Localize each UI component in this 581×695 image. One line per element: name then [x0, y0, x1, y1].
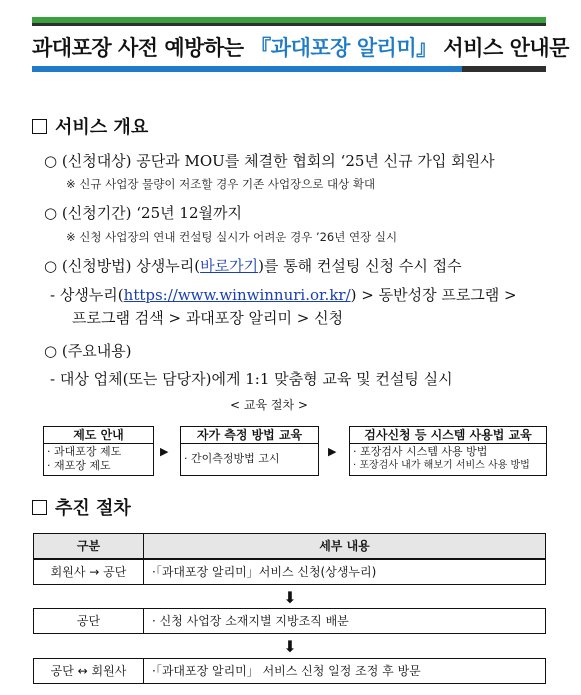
flow-step-measure — [180, 426, 319, 476]
checkbox-square-icon — [32, 500, 47, 515]
flow-step-line: · 과대포장 제도 — [47, 445, 122, 458]
section-overview-heading: 서비스 개요 — [32, 113, 148, 139]
table-row — [33, 559, 546, 585]
header-col-details: 세부 내용 — [319, 539, 370, 553]
section-process-heading: 추진 절차 — [32, 494, 131, 520]
title-bar-top-dark — [32, 23, 546, 26]
item-target-note: ※ 신규 사업장 물량이 저조할 경우 기존 사업장으로 대상 확대 — [66, 177, 376, 191]
item-method: ○ (신청방법) 상생누리(바로가기)를 통해 컨설팅 신청 수시 접수 — [44, 257, 462, 275]
flow-label: < 교육 절차 > — [230, 398, 308, 412]
flow-step-line: · 포장검사 시스템 사용 방법 — [353, 445, 488, 458]
item-period-note: ※ 신청 사업장의 연내 컨설팅 실시가 어려운 경우 ’26년 연장 실시 — [66, 230, 398, 244]
down-arrow-icon: ⬇ — [283, 637, 297, 656]
row-category: 공단 — [34, 609, 144, 633]
flow-step-title: 자가 측정 방법 교육 — [181, 427, 318, 444]
title-bar-bottom-blue — [32, 66, 462, 72]
item-method-path: - 상생누리(https://www.winwinnuri.or.kr/) > 동반성장 프로그램 > — [50, 286, 517, 304]
flow-step-title: 제도 안내 — [44, 427, 153, 444]
row-category: 공단 ↔ 회원사 — [34, 659, 144, 683]
flow-step-system — [349, 426, 547, 476]
item-method-path-line2: 프로그램 검색 > 과대포장 알리미 > 신청 — [72, 309, 344, 327]
flow-step-title: 검사신청 등 시스템 사용법 교육 — [350, 427, 546, 444]
table-row — [33, 658, 546, 684]
row-details: ·「과대포장 알리미」서비스 신청(상생누리) — [152, 565, 377, 579]
page-title-highlight: 『과대포장 알리미』 — [250, 36, 437, 60]
flow-step-line: · 재포장 제도 — [47, 459, 111, 472]
checkbox-square-icon — [32, 119, 47, 134]
flow-arrow-icon: ▶ — [328, 445, 337, 458]
flow-step-notice — [43, 426, 154, 476]
item-content: ○ (주요내용) — [44, 342, 132, 360]
title-bar-bottom-dark — [462, 66, 546, 72]
down-arrow-icon: ⬇ — [283, 588, 297, 607]
row-details: · 신청 사업장 소재지별 지방조직 배분 — [152, 614, 349, 628]
winwinnuri-url-link[interactable]: https://www.winwinnuri.or.kr/ — [123, 286, 351, 304]
item-content-sub: - 대상 업체(또는 담당자)에게 1:1 맞춤형 교육 및 컨설팅 실시 — [50, 370, 453, 388]
row-category: 회원사 → 공단 — [34, 560, 144, 584]
process-table-header — [33, 533, 546, 559]
page-title: 과대포장 사전 예방하는 『과대포장 알리미』 서비스 안내문 — [32, 36, 569, 60]
header-col-category: 구분 — [34, 534, 144, 558]
row-details: ·「과대포장 알리미」 서비스 신청 일정 조정 후 방문 — [152, 664, 421, 678]
flow-step-line: · 간이측정방법 고시 — [184, 452, 280, 465]
table-row — [33, 608, 546, 634]
item-period: ○ (신청기간) ‘25년 12월까지 — [44, 204, 242, 222]
shortcut-link[interactable]: 바로가기 — [200, 257, 259, 275]
item-target: ○ (신청대상) 공단과 MOU를 체결한 협회의 ‘25년 신규 가입 회원사 — [44, 152, 495, 170]
flow-step-line: · 포장검사 내가 해보기 서비스 사용 방법 — [353, 460, 530, 471]
flow-arrow-icon: ▶ — [160, 445, 169, 458]
